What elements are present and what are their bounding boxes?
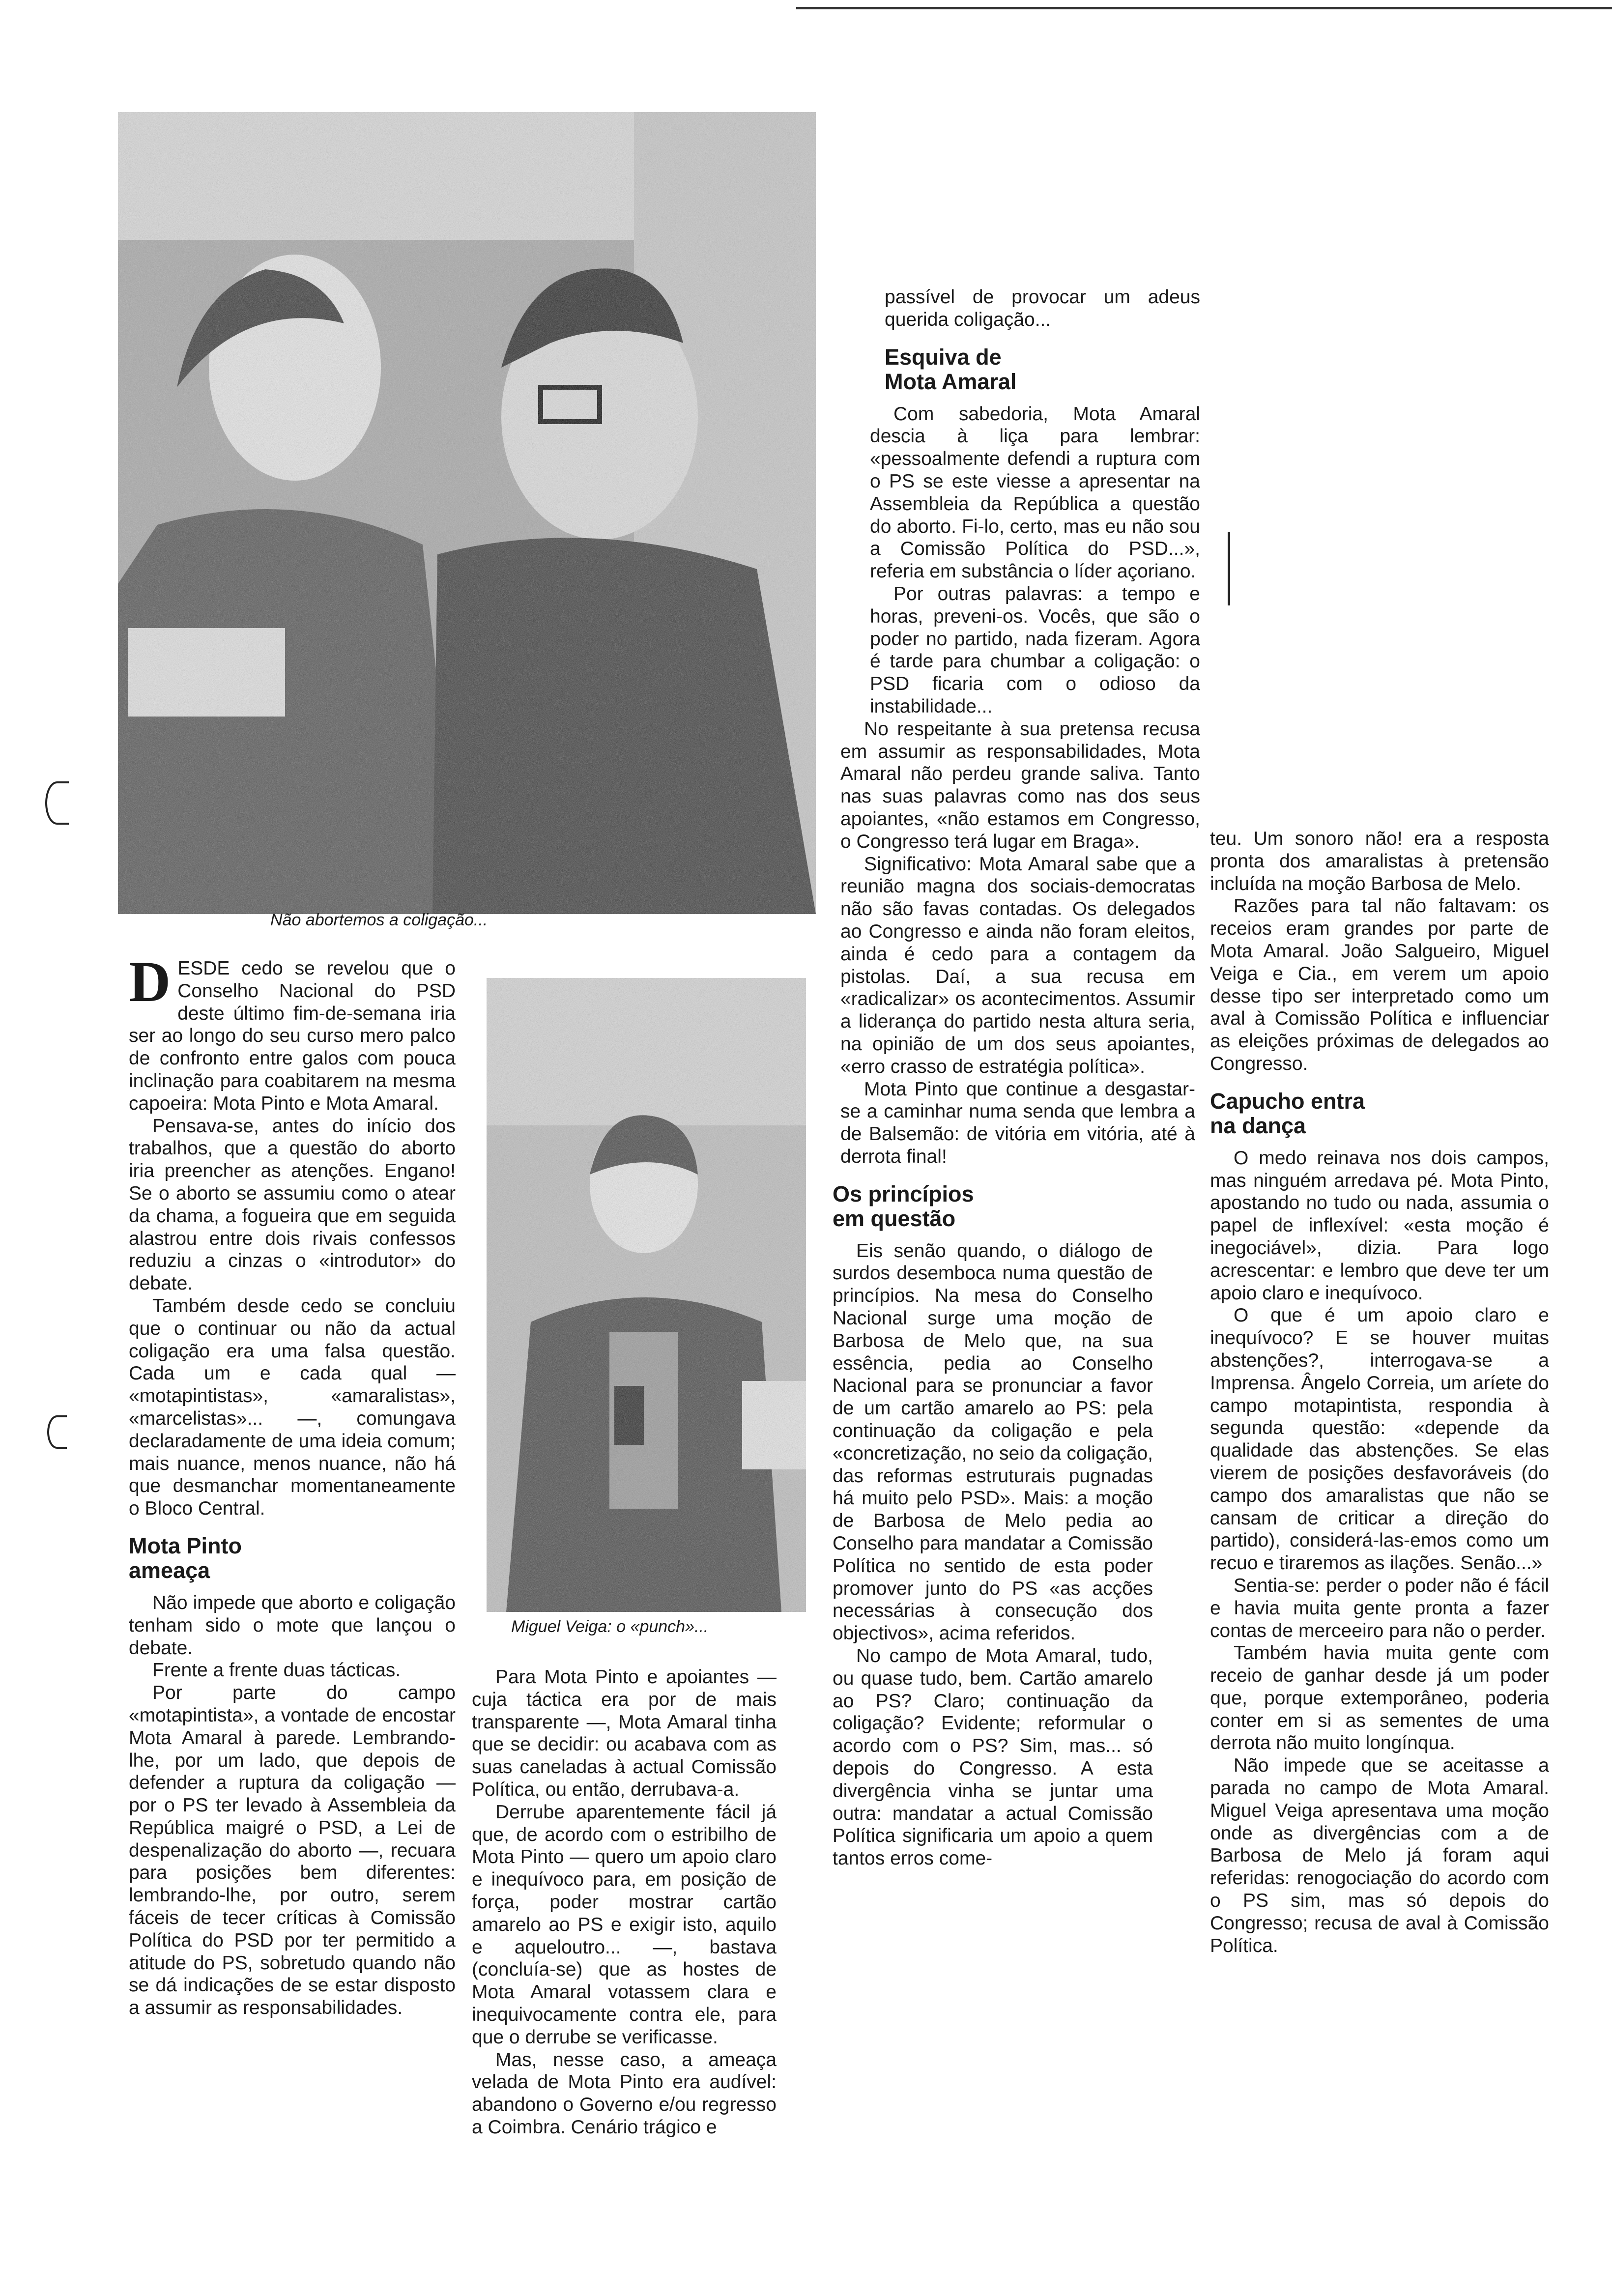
col4-paragraph-2: Razões para tal não faltavam: os receios eram grandes por parte de Mota Amaral. João Salgueiro, Miguel Veiga e Cia., em verem um apoio desse tipo ser interpretado como um aval à Comissão Política e influenciar as eleições próximas de delegados ao Congresso. (1210, 895, 1549, 1074)
col4-paragraph-1: teu. Um sonoro não! era a resposta pronta dos amaralistas à pretensão incluída na moção Barbosa de Melo. (1210, 828, 1549, 894)
col4-paragraph-6: Também havia muita gente com receio de ganhar desde já um poder que, porque extemporâneo, poderia conter em si as sementes de uma derrota não muito longínqua. (1210, 1642, 1549, 1754)
article-column-4 (1210, 828, 1549, 1957)
col4-paragraph-4: O que é um apoio claro e inequívoco? E se houver muitas abstenções?, interrogava-se a Imprensa. Ângelo Correia, um aríete do campo motapintista, respondia à segunda questão: «depende da qualidade das abstenções. Se elas vierem de posições desfavoráveis (do campo dos amaralistas que não se cansam de criticar a direção do partido), considerá-las-emos como um recuo e tiraremos as ilações. Senão...» (1210, 1305, 1549, 1574)
margin-mark (1228, 532, 1230, 605)
col3-paragraph-4: Significativo: Mota Amaral sabe que a reunião magna dos sociais-democratas não são favas contadas. Os delegados ao Congresso e ainda não foram eleitos, ainda é cedo para a contagem da pistolas. Daí, a sua recusa em «radicalizar» os acontecimentos. Assumir a liderança do partido nesta altura seria, na opinião de um dos seus apoiantes, «erro crasso de estratégia política». (840, 853, 1195, 1077)
drop-cap: D (129, 949, 171, 1014)
col3-paragraph-6: Eis senão quando, o diálogo de surdos desemboca numa questão de princípios. Na mesa do Conselho Nacional surge uma moção de Barbosa de Melo que, na sua essência, pedia ao Conselho Nacional para se pronunciar a favor de um cartão amarelo ao PS: pela continuação da coligação e pela «concretização, no seio da coligação, das reformas estruturais pugnadas há muito pelo PSD». Mais: a moção de Barbosa de Melo pedia ao Conselho para mandatar a Comissão Política no sentido de esta poder promover junto do PS «as acções necessárias à consecução dos objectivos», acima referidos. (833, 1240, 1153, 1644)
intro-text-1: ESDE cedo se revelou que o Conselho Nacional do PSD deste último fim-de-semana iria ser ao longo do seu curso mero palco de confronto entre galos com pouca inclinação para coabitarem na mesma capoeira: Mota Pinto e Mota Amaral. (129, 958, 456, 1114)
binding-hole-mark-1 (45, 781, 69, 825)
col2-paragraph-2: Derrube aparentemente fácil já que, de acordo com o estribilho de Mota Pinto — quero um apoio claro e inequívoco para, em posição de força, poder mostrar cartão amarelo ao PS e exigir isto, aquilo e aqueloutro... —, bastava (concluía-se) que as hostes de Mota Amaral votassem clara e inequivocamente contra ele, para que o derrube se verificasse. (472, 1801, 777, 2048)
heading-capucho: Capucho entra na dança (1210, 1088, 1365, 1138)
intro-paragraph-1 (129, 949, 456, 1115)
intro-paragraph-2: Pensava-se, antes do início dos trabalhos, que a questão do aborto iria preencher as atenções. Engano! Se o aborto se assumiu como o atear da chama, a fogueira que em seguida alastrou entre dois rivais confessos reduziu a cinzas o «introdutor» do debate. (129, 1115, 456, 1294)
col4-paragraph-3: O medo reinava nos dois campos, mas ninguém arredava pé. Mota Pinto, apostando no tudo ou nada, assumia o papel de inflexível: «esta moção é inegociável», dizia. Para logo acrescentar: e lembro que deve ter um apoio claro e inequívoco. (1210, 1147, 1549, 1304)
col2-paragraph-1: Para Mota Pinto e apoiantes — cuja táctica era por de mais transparente —, Mota Amaral tinha que se decidir: ou acabava com as suas caneladas à actual Comissão Política, ou então, derrubava-a. (472, 1666, 777, 1800)
col2-paragraph-3: Mas, nesse caso, a ameaça velada de Mota Pinto era audível: abandono o Governo e/ou regresso a Coimbra. Cenário trágico e (472, 2049, 777, 2138)
photo-miguel-veiga-image (487, 978, 806, 1612)
intro-paragraph-3: Também desde cedo se concluiu que o continuar ou não da actual coligação era uma falsa questão. Cada um e cada qual — «motapintistas», «amaralistas», «marcelistas»... —, comungava declaradamente de uma ideia comum; mais nuance, menos nuance, não há que desmanchar momentaneamente o Bloco Central. (129, 1295, 456, 1520)
heading-esquiva: Esquiva de Mota Amaral (885, 344, 1017, 394)
mp-paragraph-2: Frente a frente duas tácticas. (152, 1660, 401, 1681)
photo-two-men (118, 112, 816, 914)
col3-paragraph-1: Com sabedoria, Mota Amaral descia à liça para lembrar: «pessoalmente defendi a ruptura com o PS se este viesse a apresentar na Assembleia da República a questão do aborto. Fi-lo, certo, mas eu não sou a Comissão Política do PSD...», referia em substância o líder açoriano. (870, 403, 1200, 582)
col4-paragraph-7: Não impede que se aceitasse a parada no campo de Mota Amaral. Miguel Veiga apresentava uma moção onde as divergências com a de Barbosa de Melo já foram aqui referidas: renogociação do acordo com o PS sim, mas só depois do Congresso; recusa de aval à Comissão Política. (1210, 1755, 1549, 1956)
article-column-1 (129, 949, 456, 2019)
photo1-caption: Não abortemos a coligação... (270, 911, 488, 929)
col3-paragraph-7: No campo de Mota Amaral, tudo, ou quase tudo, bem. Cartão amarelo ao PS? Claro; continuação da coligação? Evidente; reformular o acordo com o PS? Sim, mas... só depois do Congresso. A esta divergência vinha se juntar uma outra: mandatar a actual Comissão Política significaria um apoio a quem tantos erros come- (833, 1645, 1153, 1869)
photo2-caption: Miguel Veiga: o «punch»... (511, 1617, 709, 1636)
col3-paragraph-0: passível de provocar um adeus querida coligação... (885, 287, 1200, 330)
top-rule (796, 7, 1612, 9)
heading-mota-pinto: Mota Pinto ameaça (129, 1533, 242, 1583)
article-column-3 (801, 286, 1200, 1870)
heading-principios: Os princípios em questão (833, 1181, 974, 1231)
photo-two-men-image (118, 112, 816, 914)
binding-hole-mark-2 (47, 1415, 67, 1449)
mp-paragraph-3: Por parte do campo «motapintista», a vontade de encostar Mota Amaral à parede. Lembrando-lhe, por um lado, que depois de defender a ruptura da coligação — por o PS ter levado à Assembleia da República maigré o PSD, a Lei de despenalização do aborto —, recuara para posições bem diferentes: lembrando-lhe, por outro, serem fáceis de tecer críticas à Comissão Política do PSD por ter permitido a atitude do PS, sobretudo quando não se dá indicações de se estar disposto a assumir as responsabilidades. (129, 1682, 456, 2019)
col3-paragraph-2: Por outras palavras: a tempo e horas, preveni-os. Vocês, que são o poder no partido, nada fizeram. Agora é tarde para chumbar a coligação: o PSD ficaria com o odioso da instabilidade... (870, 583, 1200, 717)
col4-paragraph-5: Sentia-se: perder o poder não é fácil e havia muita gente pronta a fazer contas de merceeiro para não o perder. (1210, 1575, 1549, 1641)
photo-miguel-veiga (487, 978, 806, 1612)
article-column-2 (472, 1666, 777, 2139)
col3-paragraph-3: No respeitante à sua pretensa recusa em assumir as responsabilidades, Mota Amaral não perdeu grande saliva. Tanto nas suas palavras como nas dos seus apoiantes, «não estamos em Congresso, o Congresso terá lugar em Braga». (840, 718, 1200, 852)
mp-paragraph-1: Não impede que aborto e coligação tenham sido o mote que lançou o debate. (129, 1592, 456, 1659)
col3-paragraph-5: Mota Pinto que continue a desgastar-se a caminhar numa senda que lembra a de Balsemão: de vitória em vitória, até à derrota final! (840, 1078, 1195, 1167)
